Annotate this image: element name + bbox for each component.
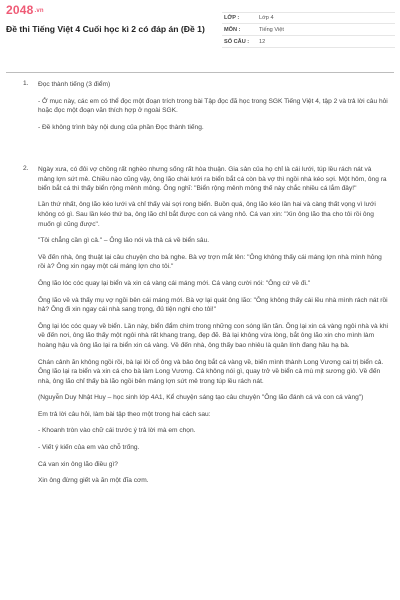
meta-row-class	[222, 12, 395, 24]
question-number: 2.	[23, 165, 29, 172]
meta-label: MÔN :	[224, 26, 241, 33]
meta-value: 12	[259, 38, 266, 45]
meta-label: SỐ CÂU :	[224, 38, 250, 45]
meta-value: Tiếng Việt	[259, 26, 284, 33]
meta-value: Lớp 4	[259, 15, 274, 21]
question-list	[0, 80, 400, 493]
meta-row-count	[222, 36, 395, 48]
logo-text: 2048	[6, 3, 34, 17]
question-paragraph: (Nguyễn Duy Nhật Huy – học sinh lớp 4A1, Kể chuyện sáng tạo câu chuyện "Ông lão đánh cá và con cá vàng")	[38, 394, 364, 402]
question-number: 1.	[23, 80, 29, 87]
question-paragraph: "Tôi chẳng cần gì cả." – Ông lão nói và thả cá về biển sâu.	[38, 237, 210, 245]
meta-label: LỚP :	[224, 15, 240, 21]
header-divider	[6, 72, 394, 73]
question-paragraph: Em trả lời câu hỏi, làm bài tập theo một trong hai cách sau:	[38, 410, 211, 418]
question-paragraph: Ông lão về và thấy mụ vợ ngồi bên cái máng mới. Bà vợ lại quát ông lão: "Ông không thấy cái lều nhà mình rách nát rồi hả? Ông đi xin ngay cái nhà sang trọng, đủ tiện nghi cho tôi!"	[38, 296, 388, 314]
question-paragraph: - Ở mục này, các em có thể đọc một đoạn trích trong bài Tập đọc đã học trong SGK Tiếng Việt 4, tập 2 và trả lời câu hỏi hoặc đọc một đoạn văn thích hợp ở ngoài SGK.	[38, 97, 388, 115]
question-paragraph: - Đề không trình bày nội dung của phần Đọc thành tiếng.	[38, 123, 204, 131]
page-title: Đề thi Tiếng Việt 4 Cuối học kì 2 có đáp án (Đề 1)	[6, 24, 205, 34]
question-2	[0, 165, 400, 486]
question-paragraph: Chán cảnh ăn không ngồi rồi, bà lại lôi cổ ông và bảo ông bắt cá vàng về, biến mình thành Long Vương cai trị biển cả. Ông lão lại ra biển và xin cá cho bà làm Long Vương. Cá không nói gì, quay trở về biển cả mù mịt sương giô. Về đến nhà, ông lão chỉ thấy bà lão ngồi bên máng lợn sứt mẻ trong túp lều rách nát.	[38, 358, 384, 385]
question-1	[0, 80, 400, 165]
question-paragraph: - Viết ý kiến của em vào chỗ trống.	[38, 444, 140, 452]
question-paragraph: Xin ông đừng giết và ăn một đĩa cơm.	[38, 477, 149, 485]
question-paragraph: - Khoanh tròn vào chữ cái trước ý trả lời mà em chọn.	[38, 427, 196, 435]
page-header	[0, 0, 400, 50]
site-logo[interactable]	[6, 3, 44, 17]
question-paragraph: Về đến nhà, ông thuật lại câu chuyện cho bà nghe. Bà vợ trợn mắt lên: "Ông không thấy cái máng lợn nhà mình hỏng rồi à? Ông xin ngay một cái máng lợn cho tôi."	[38, 253, 382, 271]
question-paragraph: Ông lão lóc cóc quay lại biển và xin cá vàng cái máng mới. Cá vàng cười nói: "Ông cứ về đi."	[38, 279, 311, 287]
question-paragraph: Đọc thành tiếng (3 điểm)	[38, 81, 111, 88]
question-paragraph: Ông lại lóc cóc quay về biển. Lần này, biển đẩm chìm trong những con sóng lăn tăn. Ông lại xin cá vàng ngôi nhà và khi về đến nơi, ông lão thấy một ngôi nhà rất khang trang, đẹp đẽ. Bà lại không vừa lòng, bắt ông lão xin cho mình làm hoàng hậu và ông lão lại ra biển xin cá vàng. Về đến nhà, ông thấy bao nhiêu là quân lính đang hầu hạ bà.	[38, 322, 388, 349]
question-paragraph: Cá van xin ông lão điều gì?	[38, 460, 118, 468]
question-paragraph: Ngày xưa, có đôi vợ chồng rất nghèo nhưng sống rất hòa thuận. Gia sản của họ chỉ là cái lưới, túp lều rách nát và mảng lợn sứt mẻ. Chiều nào cũng vậy, ông lão chài lưới ra biển bắt cá còn bà vợ thì ngồi nhà kéo sợi. Một hôm, ông ra biển bắt cá thì thấy biển rộng mênh mông. Ông nghĩ: "Biển rộng mênh mông thế này chắc nhiều cá lắm đây!"	[38, 166, 387, 193]
meta-table	[222, 12, 395, 48]
meta-row-subject	[222, 24, 395, 36]
logo-suffix: .vn	[34, 8, 44, 14]
question-paragraph: Lần thứ nhất, ông lão kéo lưới và chỉ thấy vài sợi rong biển. Buồn quá, ông lão kéo lần hai và càng thất vọng vì lưới không có gì. Sau lần kéo thứ ba, ông lão chỉ bắt được con cá vàng nhỏ. Cá van xin: "Xin ông lão tha cho tôi rồi ông muốn gì cũng được".	[38, 201, 376, 228]
